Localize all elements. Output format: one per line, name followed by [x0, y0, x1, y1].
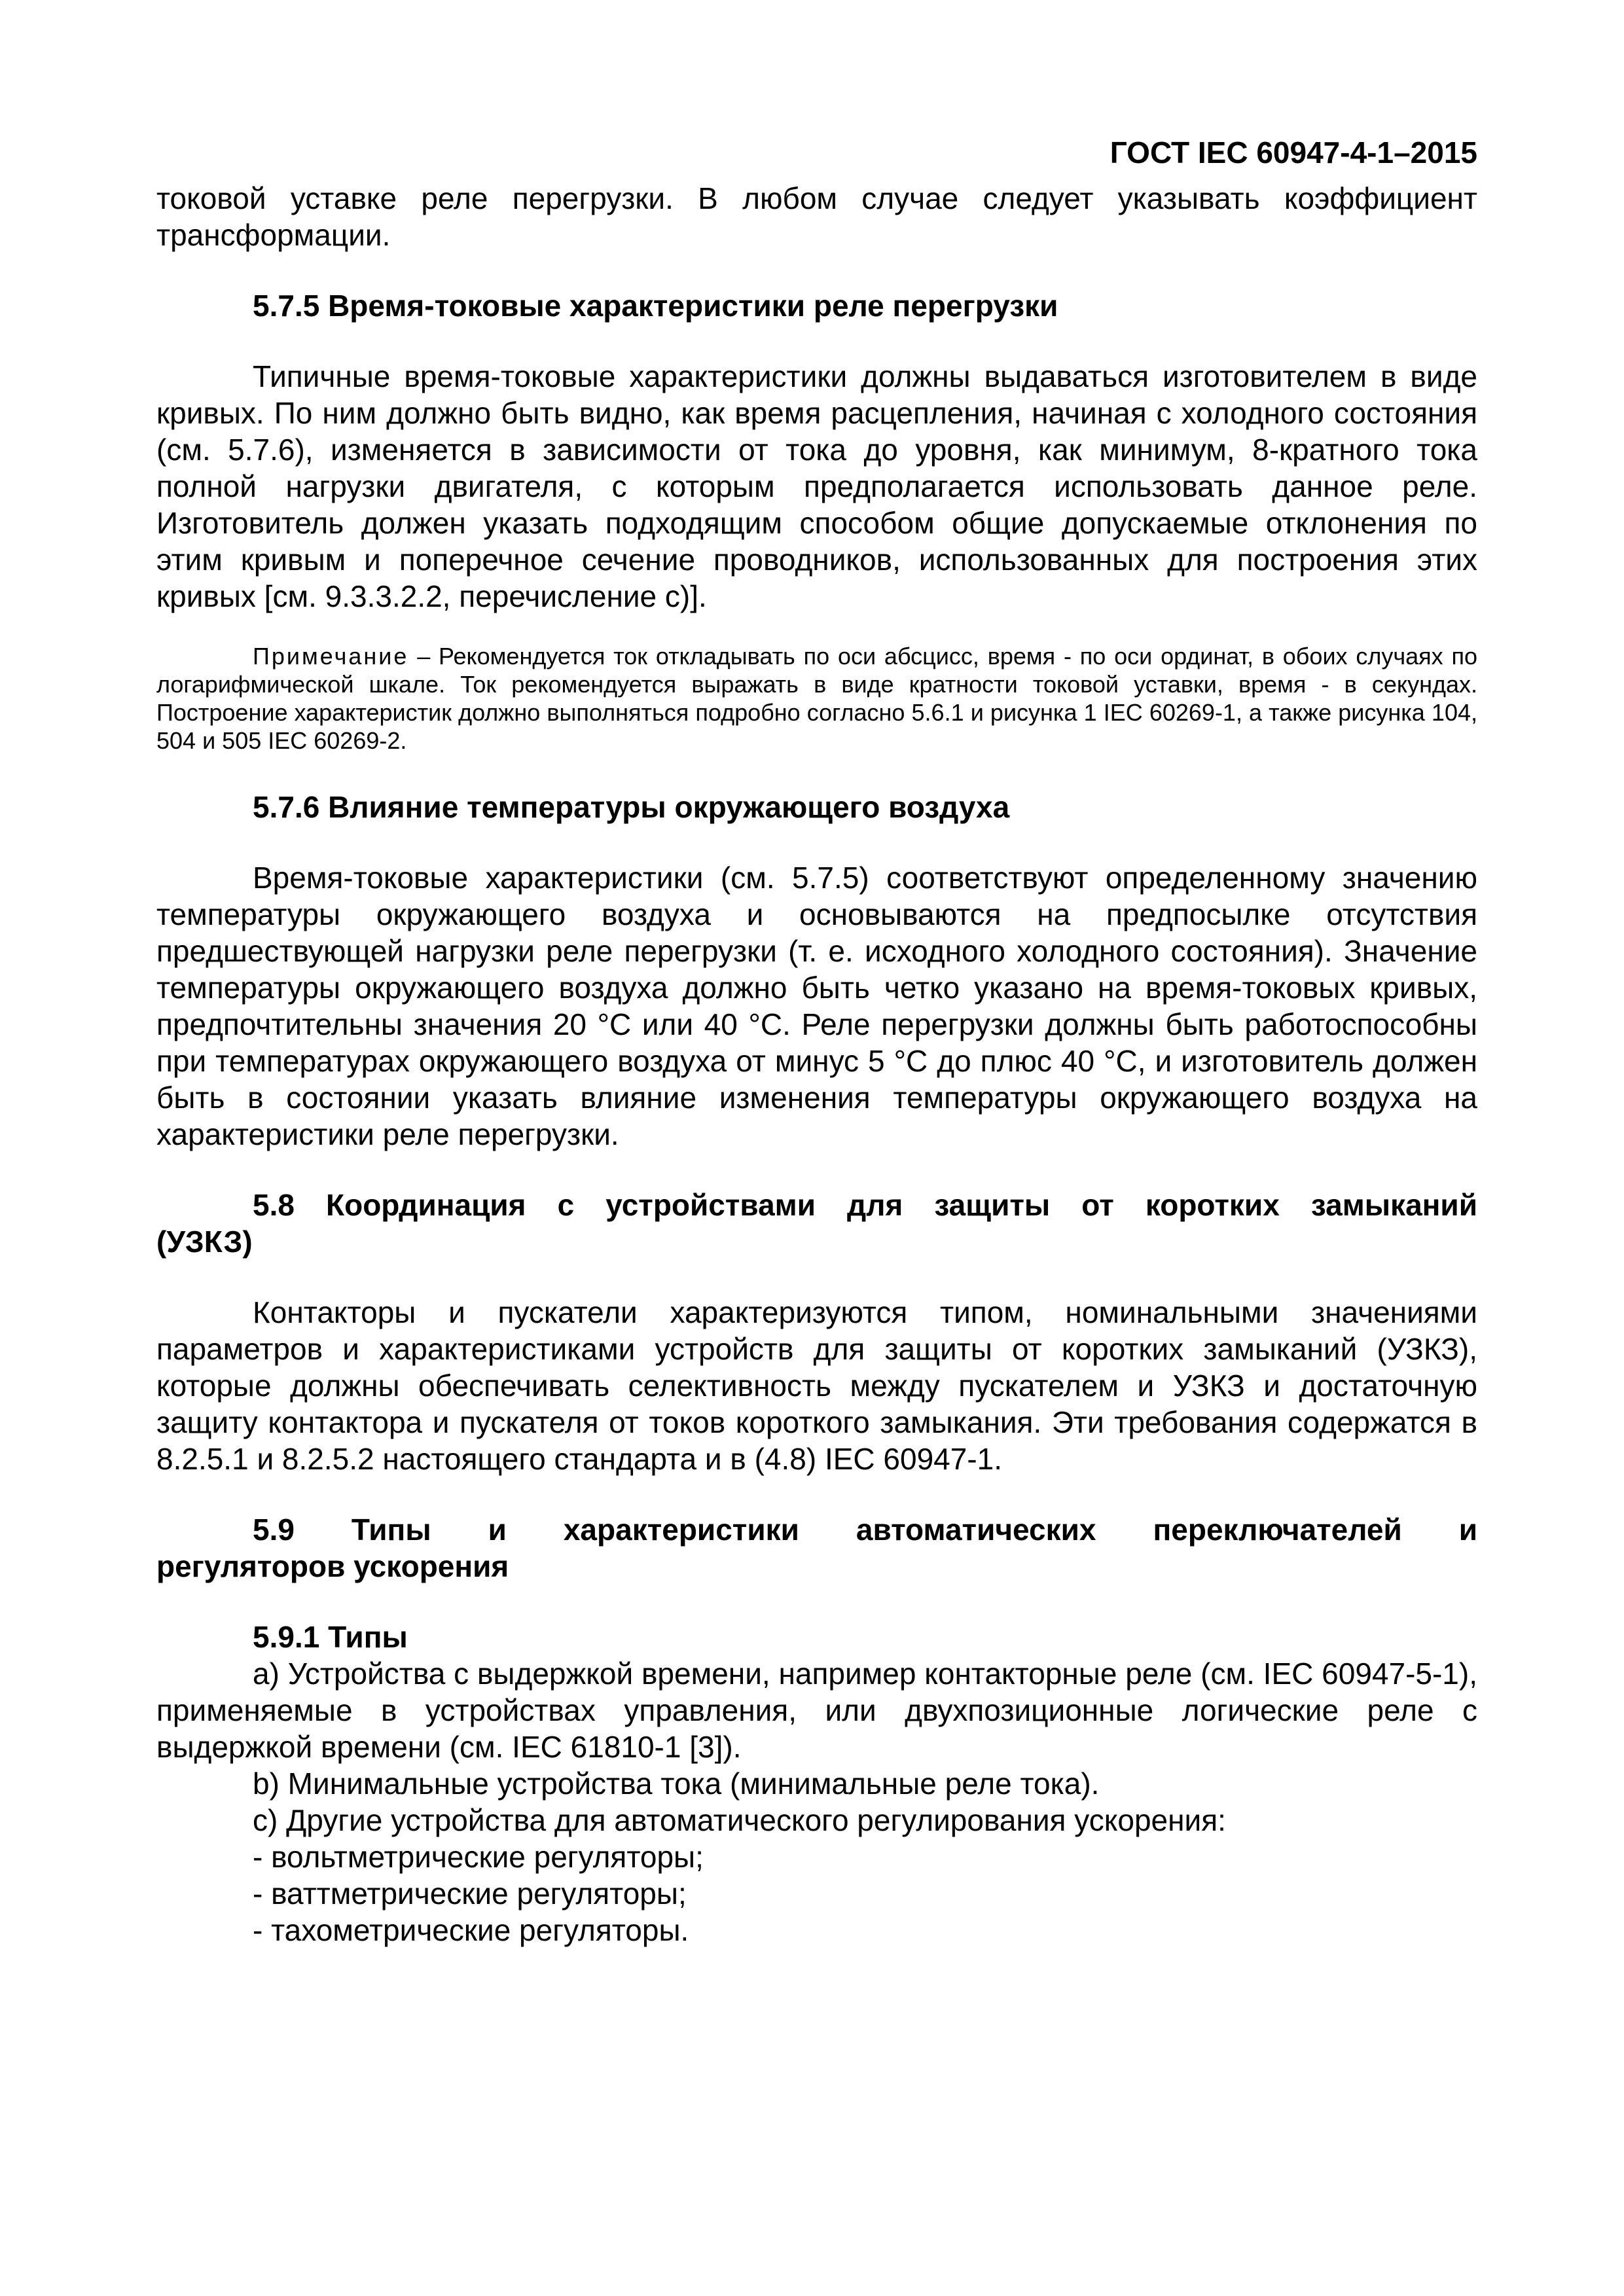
- section-heading-5-9-line2: регуляторов ускорения: [156, 1549, 509, 1583]
- paragraph-5-8: Контакторы и пускатели характеризуются типом, номинальными значениями параметров и характеристиками устройств для защиты от коротких замыканий (УЗКЗ), которые должны обеспечивать селективность между пускателем и УЗКЗ и достаточную защиту контактора и пускателя от токов короткого замыкания. Эти требования содержатся в 8.2.5.1 и 8.2.5.2 настоящего стандарта и в (4.8) IEC 60947-1.: [156, 1295, 1477, 1476]
- paragraph-5-7-6: Время-токовые характеристики (см. 5.7.5) соответствуют определенному значению температуры окружающего воздуха и основываются на предпосылке отсутствия предшествующей нагрузки реле перегрузки (т. е. исходного холодного состояния). Значение температуры окружающего воздуха должно быть четко указано на время-токовых кривых, предпочтительны значения 20 °C или 40 °C. Реле перегрузки должны быть работоспособны при температурах окружающего воздуха от минус 5 °C до плюс 40 °C, и изготовитель должен быть в состоянии указать влияние изменения температуры окружающего воздуха на характеристики реле перегрузки.: [156, 861, 1477, 1151]
- paragraph-5-7-5: Типичные время-токовые характеристики должны выдаваться изготовителем в виде кривых. По ним должно быть видно, как время расцепления, начиная с холодного состояния (см. 5.7.6), изменяется в зависимости от тока до уровня, как минимум, 8-кратного тока полной нагрузки двигателя, с которым предполагается использовать данное реле. Изготовитель должен указать подходящим способом общие допускаемые отклонения по этим кривым и поперечное сечение проводников, использованных для построения этих кривых [см. 9.3.3.2.2, перечисление c)].: [156, 359, 1477, 613]
- note-paragraph: [156, 642, 1477, 755]
- section-heading-5-7-5: 5.7.5 Время-токовые характеристики реле перегрузки: [253, 289, 1058, 323]
- dash-item-1: - вольтметрические регуляторы;: [253, 1840, 704, 1874]
- dash-item-2: - ваттметрические регуляторы;: [253, 1876, 687, 1910]
- section-heading-5-9-line1: 5.9 Типы и характеристики автоматических переключателей и: [253, 1513, 1477, 1547]
- section-heading-5-8-line2: (УЗКЗ): [156, 1225, 253, 1259]
- page-content: [156, 134, 1477, 1948]
- continuation-paragraph: токовой уставке реле перегрузки. В любом случае следует указывать коэффициент трансформации.: [156, 181, 1477, 252]
- list-item-c: c) Другие устройства для автоматического регулирования ускорения:: [253, 1803, 1226, 1837]
- dash-item-3: - тахометрические регуляторы.: [253, 1913, 689, 1947]
- list-item-a: a) Устройства с выдержкой времени, например контакторные реле (см. IEC 60947-5-1), применяемые в устройствах управления, или двухпозиционные логические реле с выдержкой времени (см. IEC 61810-1 [3]).: [156, 1657, 1477, 1764]
- note-label: Примечание: [253, 643, 409, 670]
- section-heading-5-9-1: 5.9.1 Типы: [253, 1620, 408, 1654]
- section-heading-5-7-6: 5.7.6 Влияние температуры окружающего воздуха: [253, 790, 1010, 824]
- note-text: – Рекомендуется ток откладывать по оси абсцисс, время - по оси ординат, в обоих случаях по логарифмической шкале. Ток рекомендуется выражать в виде кратности токовой уставки, время - в секундах. Построение характеристик должно выполняться подробно согласно 5.6.1 и рисунка 1 IEC 60269-1, а также рисунка 104, 504 и 505 IEC 60269-2.: [156, 643, 1477, 754]
- section-heading-5-8-line1: 5.8 Координация с устройствами для защиты от коротких замыканий: [253, 1188, 1477, 1222]
- document-header: ГОСТ IEC 60947-4-1–2015: [1110, 135, 1477, 170]
- list-item-b: b) Минимальные устройства тока (минимальные реле тока).: [253, 1767, 1100, 1801]
